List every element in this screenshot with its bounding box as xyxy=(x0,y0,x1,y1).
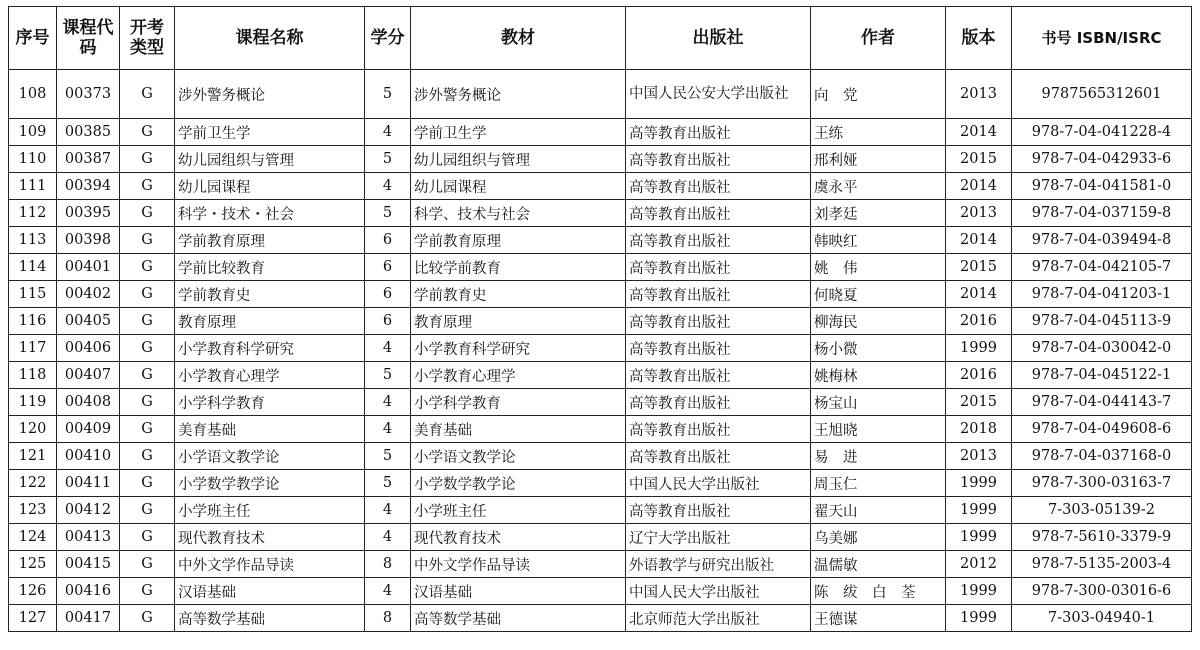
cell-textbook: 小学科学教育 xyxy=(411,389,626,416)
cell-edition: 1999 xyxy=(946,470,1012,497)
cell-edition: 2013 xyxy=(946,200,1012,227)
cell-isbn: 978-7-300-03016-6 xyxy=(1012,578,1192,605)
cell-course-code: 00411 xyxy=(57,470,120,497)
cell-course-name: 学前卫生学 xyxy=(175,119,365,146)
course-table-container xyxy=(8,6,1192,632)
cell-course-code: 00401 xyxy=(57,254,120,281)
cell-course-name: 幼儿园课程 xyxy=(175,173,365,200)
cell-textbook: 科学、技术与社会 xyxy=(411,200,626,227)
cell-course-name: 小学班主任 xyxy=(175,497,365,524)
cell-edition: 2015 xyxy=(946,389,1012,416)
cell-serial: 120 xyxy=(9,416,57,443)
cell-publisher: 中国人民大学出版社 xyxy=(626,578,811,605)
cell-isbn: 978-7-04-037168-0 xyxy=(1012,443,1192,470)
cell-credits: 6 xyxy=(365,281,411,308)
cell-exam-type: G xyxy=(120,389,175,416)
cell-credits: 4 xyxy=(365,578,411,605)
cell-credits: 5 xyxy=(365,362,411,389)
cell-edition: 2014 xyxy=(946,173,1012,200)
cell-publisher: 高等教育出版社 xyxy=(626,416,811,443)
cell-isbn: 978-7-5135-2003-4 xyxy=(1012,551,1192,578)
cell-exam-type: G xyxy=(120,416,175,443)
cell-author: 杨小微 xyxy=(811,335,946,362)
cell-serial: 126 xyxy=(9,578,57,605)
cell-serial: 109 xyxy=(9,119,57,146)
cell-exam-type: G xyxy=(120,227,175,254)
cell-exam-type: G xyxy=(120,70,175,119)
table-row xyxy=(9,605,1192,632)
table-row xyxy=(9,578,1192,605)
cell-course-code: 00405 xyxy=(57,308,120,335)
cell-course-name: 教育原理 xyxy=(175,308,365,335)
cell-textbook: 现代教育技术 xyxy=(411,524,626,551)
header-edition: 版本 xyxy=(946,7,1012,70)
cell-serial: 110 xyxy=(9,146,57,173)
cell-edition: 1999 xyxy=(946,497,1012,524)
cell-credits: 6 xyxy=(365,308,411,335)
cell-exam-type: G xyxy=(120,173,175,200)
cell-edition: 2015 xyxy=(946,146,1012,173)
cell-isbn: 978-7-04-045122-1 xyxy=(1012,362,1192,389)
table-row xyxy=(9,524,1192,551)
cell-textbook: 学前教育原理 xyxy=(411,227,626,254)
cell-publisher: 高等教育出版社 xyxy=(626,227,811,254)
cell-exam-type: G xyxy=(120,470,175,497)
cell-course-name: 小学数学教学论 xyxy=(175,470,365,497)
cell-course-name: 中外文学作品导读 xyxy=(175,551,365,578)
cell-serial: 121 xyxy=(9,443,57,470)
cell-course-code: 00413 xyxy=(57,524,120,551)
cell-textbook: 小学数学教学论 xyxy=(411,470,626,497)
header-exam-type: 开考类型 xyxy=(120,7,175,70)
cell-exam-type: G xyxy=(120,200,175,227)
table-row xyxy=(9,335,1192,362)
cell-serial: 116 xyxy=(9,308,57,335)
table-row xyxy=(9,308,1192,335)
table-row xyxy=(9,70,1192,119)
cell-isbn: 978-7-300-03163-7 xyxy=(1012,470,1192,497)
table-row xyxy=(9,389,1192,416)
cell-publisher: 高等教育出版社 xyxy=(626,308,811,335)
cell-author: 易 进 xyxy=(811,443,946,470)
table-row xyxy=(9,551,1192,578)
cell-author: 周玉仁 xyxy=(811,470,946,497)
cell-author: 杨宝山 xyxy=(811,389,946,416)
cell-course-name: 学前比较教育 xyxy=(175,254,365,281)
cell-textbook: 高等数学基础 xyxy=(411,605,626,632)
cell-edition: 2018 xyxy=(946,416,1012,443)
cell-isbn: 978-7-04-030042-0 xyxy=(1012,335,1192,362)
cell-credits: 6 xyxy=(365,254,411,281)
cell-edition: 2014 xyxy=(946,119,1012,146)
cell-exam-type: G xyxy=(120,524,175,551)
cell-serial: 123 xyxy=(9,497,57,524)
header-textbook: 教材 xyxy=(411,7,626,70)
cell-edition: 2014 xyxy=(946,227,1012,254)
cell-isbn: 978-7-5610-3379-9 xyxy=(1012,524,1192,551)
cell-credits: 5 xyxy=(365,70,411,119)
header-serial: 序号 xyxy=(9,7,57,70)
cell-isbn: 978-7-04-042105-7 xyxy=(1012,254,1192,281)
cell-isbn: 978-7-04-049608-6 xyxy=(1012,416,1192,443)
table-row xyxy=(9,470,1192,497)
cell-course-code: 00417 xyxy=(57,605,120,632)
table-row xyxy=(9,254,1192,281)
cell-edition: 2016 xyxy=(946,308,1012,335)
cell-edition: 2016 xyxy=(946,362,1012,389)
cell-serial: 122 xyxy=(9,470,57,497)
cell-course-name: 学前教育原理 xyxy=(175,227,365,254)
header-course-name: 课程名称 xyxy=(175,7,365,70)
cell-credits: 4 xyxy=(365,416,411,443)
cell-course-code: 00402 xyxy=(57,281,120,308)
cell-serial: 124 xyxy=(9,524,57,551)
cell-course-name: 汉语基础 xyxy=(175,578,365,605)
cell-author: 柳海民 xyxy=(811,308,946,335)
cell-exam-type: G xyxy=(120,551,175,578)
cell-exam-type: G xyxy=(120,119,175,146)
cell-publisher: 高等教育出版社 xyxy=(626,389,811,416)
cell-course-code: 00373 xyxy=(57,70,120,119)
cell-textbook: 学前卫生学 xyxy=(411,119,626,146)
cell-credits: 8 xyxy=(365,551,411,578)
cell-isbn: 7-303-04940-1 xyxy=(1012,605,1192,632)
cell-exam-type: G xyxy=(120,281,175,308)
cell-edition: 2015 xyxy=(946,254,1012,281)
cell-textbook: 涉外警务概论 xyxy=(411,70,626,119)
cell-textbook: 小学班主任 xyxy=(411,497,626,524)
cell-exam-type: G xyxy=(120,605,175,632)
cell-exam-type: G xyxy=(120,254,175,281)
header-course-code: 课程代码 xyxy=(57,7,120,70)
table-row xyxy=(9,119,1192,146)
cell-textbook: 小学教育心理学 xyxy=(411,362,626,389)
cell-author: 邢利娅 xyxy=(811,146,946,173)
cell-course-name: 科学・技术・社会 xyxy=(175,200,365,227)
cell-course-code: 00416 xyxy=(57,578,120,605)
cell-edition: 1999 xyxy=(946,605,1012,632)
cell-publisher: 高等教育出版社 xyxy=(626,497,811,524)
cell-exam-type: G xyxy=(120,308,175,335)
cell-textbook: 中外文学作品导读 xyxy=(411,551,626,578)
cell-edition: 2012 xyxy=(946,551,1012,578)
table-row xyxy=(9,173,1192,200)
cell-exam-type: G xyxy=(120,443,175,470)
course-textbook-table xyxy=(8,6,1192,632)
cell-textbook: 学前教育史 xyxy=(411,281,626,308)
table-row xyxy=(9,281,1192,308)
cell-credits: 4 xyxy=(365,119,411,146)
cell-course-code: 00398 xyxy=(57,227,120,254)
cell-publisher: 高等教育出版社 xyxy=(626,254,811,281)
cell-isbn: 9787565312601 xyxy=(1012,70,1192,119)
table-row xyxy=(9,443,1192,470)
cell-author: 王练 xyxy=(811,119,946,146)
cell-publisher: 辽宁大学出版社 xyxy=(626,524,811,551)
cell-credits: 5 xyxy=(365,146,411,173)
cell-serial: 112 xyxy=(9,200,57,227)
cell-textbook: 汉语基础 xyxy=(411,578,626,605)
cell-publisher: 高等教育出版社 xyxy=(626,281,811,308)
cell-author: 韩映红 xyxy=(811,227,946,254)
cell-publisher: 高等教育出版社 xyxy=(626,119,811,146)
cell-textbook: 幼儿园课程 xyxy=(411,173,626,200)
cell-edition: 2014 xyxy=(946,281,1012,308)
cell-exam-type: G xyxy=(120,146,175,173)
cell-edition: 1999 xyxy=(946,578,1012,605)
cell-author: 虞永平 xyxy=(811,173,946,200)
cell-serial: 108 xyxy=(9,70,57,119)
cell-textbook: 比较学前教育 xyxy=(411,254,626,281)
cell-edition: 1999 xyxy=(946,524,1012,551)
cell-credits: 5 xyxy=(365,443,411,470)
cell-isbn: 7-303-05139-2 xyxy=(1012,497,1192,524)
cell-author: 乌美娜 xyxy=(811,524,946,551)
cell-course-name: 学前教育史 xyxy=(175,281,365,308)
header-author: 作者 xyxy=(811,7,946,70)
cell-course-code: 00387 xyxy=(57,146,120,173)
header-row xyxy=(9,7,1192,70)
cell-isbn: 978-7-04-041581-0 xyxy=(1012,173,1192,200)
cell-author: 姚梅林 xyxy=(811,362,946,389)
cell-textbook: 幼儿园组织与管理 xyxy=(411,146,626,173)
cell-course-code: 00409 xyxy=(57,416,120,443)
cell-author: 何晓夏 xyxy=(811,281,946,308)
cell-isbn: 978-7-04-044143-7 xyxy=(1012,389,1192,416)
cell-isbn: 978-7-04-042933-6 xyxy=(1012,146,1192,173)
cell-textbook: 美育基础 xyxy=(411,416,626,443)
cell-course-code: 00407 xyxy=(57,362,120,389)
cell-serial: 127 xyxy=(9,605,57,632)
cell-course-code: 00406 xyxy=(57,335,120,362)
cell-author: 姚 伟 xyxy=(811,254,946,281)
cell-course-name: 小学教育科学研究 xyxy=(175,335,365,362)
cell-credits: 6 xyxy=(365,227,411,254)
table-row xyxy=(9,362,1192,389)
cell-publisher: 高等教育出版社 xyxy=(626,146,811,173)
cell-serial: 111 xyxy=(9,173,57,200)
cell-credits: 4 xyxy=(365,173,411,200)
table-row xyxy=(9,416,1192,443)
cell-course-name: 现代教育技术 xyxy=(175,524,365,551)
cell-course-name: 小学科学教育 xyxy=(175,389,365,416)
cell-exam-type: G xyxy=(120,497,175,524)
cell-exam-type: G xyxy=(120,578,175,605)
cell-credits: 8 xyxy=(365,605,411,632)
cell-edition: 2013 xyxy=(946,70,1012,119)
cell-serial: 115 xyxy=(9,281,57,308)
cell-credits: 4 xyxy=(365,335,411,362)
cell-author: 温儒敏 xyxy=(811,551,946,578)
cell-isbn: 978-7-04-037159-8 xyxy=(1012,200,1192,227)
cell-author: 翟天山 xyxy=(811,497,946,524)
cell-edition: 1999 xyxy=(946,335,1012,362)
cell-credits: 5 xyxy=(365,470,411,497)
cell-serial: 125 xyxy=(9,551,57,578)
cell-course-code: 00410 xyxy=(57,443,120,470)
cell-publisher: 中国人民公安大学出版社 xyxy=(626,70,811,119)
cell-course-name: 美育基础 xyxy=(175,416,365,443)
cell-course-name: 小学语文教学论 xyxy=(175,443,365,470)
cell-isbn: 978-7-04-045113-9 xyxy=(1012,308,1192,335)
cell-publisher: 外语教学与研究出版社 xyxy=(626,551,811,578)
cell-course-name: 小学教育心理学 xyxy=(175,362,365,389)
cell-author: 王德谋 xyxy=(811,605,946,632)
cell-course-code: 00385 xyxy=(57,119,120,146)
cell-exam-type: G xyxy=(120,362,175,389)
header-credits: 学分 xyxy=(365,7,411,70)
cell-author: 王旭晓 xyxy=(811,416,946,443)
cell-author: 陈 绂 白 荃 xyxy=(811,578,946,605)
cell-credits: 5 xyxy=(365,200,411,227)
cell-course-code: 00412 xyxy=(57,497,120,524)
cell-serial: 119 xyxy=(9,389,57,416)
cell-credits: 4 xyxy=(365,497,411,524)
cell-publisher: 高等教育出版社 xyxy=(626,200,811,227)
cell-course-name: 高等数学基础 xyxy=(175,605,365,632)
cell-exam-type: G xyxy=(120,335,175,362)
cell-serial: 117 xyxy=(9,335,57,362)
cell-course-name: 涉外警务概论 xyxy=(175,70,365,119)
table-row xyxy=(9,497,1192,524)
table-row xyxy=(9,146,1192,173)
cell-publisher: 高等教育出版社 xyxy=(626,335,811,362)
cell-credits: 4 xyxy=(365,524,411,551)
cell-textbook: 小学教育科学研究 xyxy=(411,335,626,362)
cell-publisher: 高等教育出版社 xyxy=(626,173,811,200)
table-row xyxy=(9,200,1192,227)
cell-credits: 4 xyxy=(365,389,411,416)
cell-textbook: 教育原理 xyxy=(411,308,626,335)
cell-course-code: 00408 xyxy=(57,389,120,416)
cell-publisher: 中国人民大学出版社 xyxy=(626,470,811,497)
cell-isbn: 978-7-04-041203-1 xyxy=(1012,281,1192,308)
cell-course-code: 00394 xyxy=(57,173,120,200)
cell-serial: 113 xyxy=(9,227,57,254)
cell-course-code: 00395 xyxy=(57,200,120,227)
cell-author: 刘孝廷 xyxy=(811,200,946,227)
header-isbn: 书号 ISBN/ISRC xyxy=(1012,7,1192,70)
cell-publisher: 高等教育出版社 xyxy=(626,362,811,389)
header-publisher: 出版社 xyxy=(626,7,811,70)
cell-course-name: 幼儿园组织与管理 xyxy=(175,146,365,173)
cell-edition: 2013 xyxy=(946,443,1012,470)
cell-textbook: 小学语文教学论 xyxy=(411,443,626,470)
cell-serial: 118 xyxy=(9,362,57,389)
cell-author: 向 党 xyxy=(811,70,946,119)
cell-isbn: 978-7-04-039494-8 xyxy=(1012,227,1192,254)
cell-publisher: 高等教育出版社 xyxy=(626,443,811,470)
table-row xyxy=(9,227,1192,254)
cell-serial: 114 xyxy=(9,254,57,281)
cell-course-code: 00415 xyxy=(57,551,120,578)
cell-isbn: 978-7-04-041228-4 xyxy=(1012,119,1192,146)
cell-publisher: 北京师范大学出版社 xyxy=(626,605,811,632)
